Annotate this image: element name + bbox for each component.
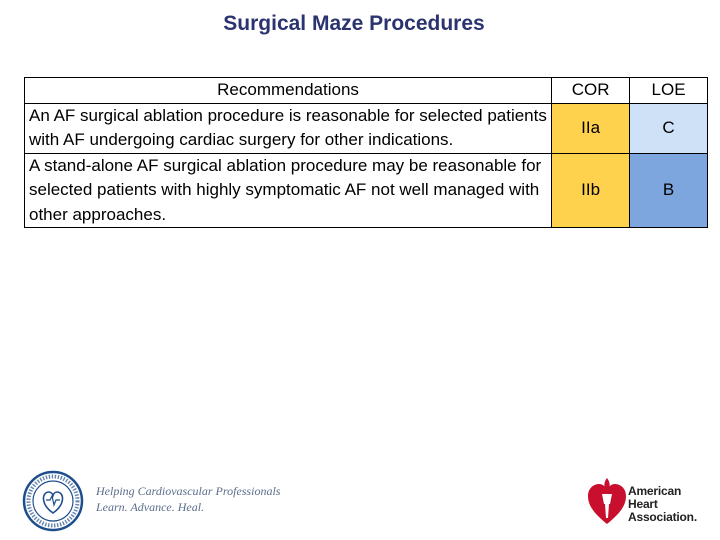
aha-heart-torch-icon <box>586 474 628 526</box>
acc-tagline-line1: Helping Cardiovascular Professionals <box>96 484 281 498</box>
header-recommendations: Recommendations <box>25 78 552 104</box>
table-header-row <box>25 78 708 104</box>
table-row <box>25 153 708 228</box>
acc-seal-logo <box>22 470 84 532</box>
header-loe: LOE <box>630 78 708 104</box>
aha-line1: American <box>628 484 682 498</box>
acc-tagline-line2: Learn. Advance. Heal. <box>96 500 205 514</box>
loe-value: B <box>630 153 708 228</box>
recommendation-text: An AF surgical ablation procedure is reasonable for selected patients with AF undergoing cardiac surgery for other indications. <box>25 103 552 153</box>
aha-line3: Association. <box>628 510 697 524</box>
aha-wordmark <box>628 485 697 524</box>
cor-value: IIa <box>552 103 630 153</box>
table-row <box>25 103 708 153</box>
aha-line2: Heart <box>628 497 658 511</box>
acc-tagline <box>96 483 280 515</box>
loe-value: C <box>630 103 708 153</box>
recommendations-table <box>24 77 708 228</box>
slide-title: Surgical Maze Procedures <box>223 12 485 35</box>
recommendation-text: A stand-alone AF surgical ablation procedure may be reasonable for selected patients with highly symptomatic AF not well managed with other approaches. <box>25 153 552 228</box>
cor-value: IIb <box>552 153 630 228</box>
header-cor: COR <box>552 78 630 104</box>
